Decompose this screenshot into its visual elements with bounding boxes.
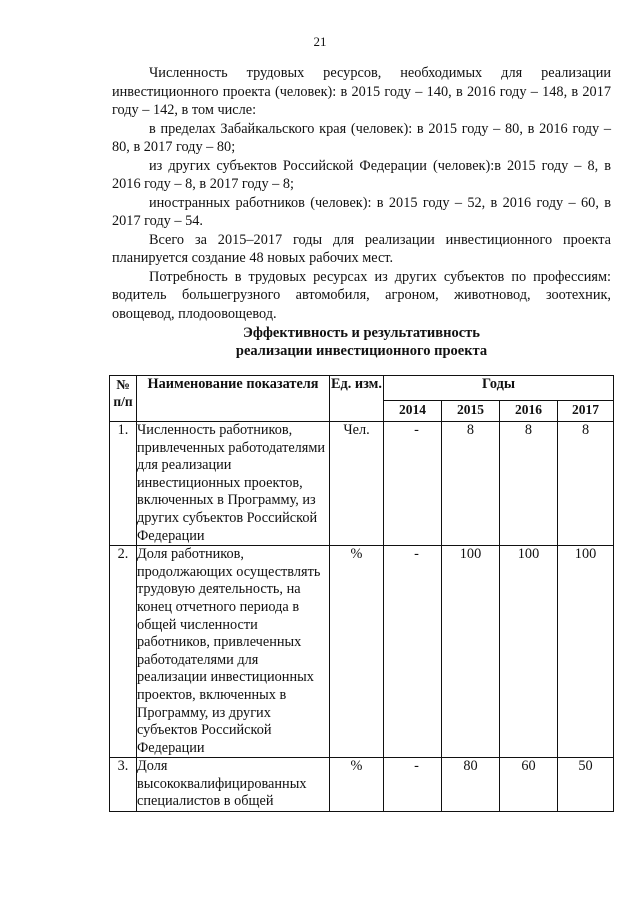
row-value-2016: 100: [500, 546, 558, 758]
header-unit: Ед. изм.: [330, 376, 384, 422]
section-heading-line-1: Эффективность и результативность: [243, 325, 480, 341]
body-text: [112, 64, 611, 323]
row-unit: %: [330, 758, 384, 812]
paragraph-foreign-workers: иностранных работников (человек): в 2015 году – 52, в 2016 году – 60, в 2017 году – 54.: [112, 194, 611, 229]
row-unit: Чел.: [330, 422, 384, 546]
row-value-2015: 100: [442, 546, 500, 758]
section-heading-line-2: реализации инвестиционного проекта: [235, 343, 488, 359]
paragraph-zabaikalsky: в пределах Забайкальского края (человек): в 2015 году – 80, в 2016 году – 80, в 2017 году – 80;: [112, 120, 611, 155]
table-row: [110, 422, 614, 546]
header-year-2017: 2017: [558, 401, 614, 422]
row-number: 3.: [110, 758, 137, 812]
section-heading: [112, 324, 611, 360]
row-value-2016: 8: [500, 422, 558, 546]
indicators-table: [109, 375, 614, 812]
paragraph-workforce-total: Численность трудовых ресурсов, необходимых для реализации инвестиционного проекта (человек): в 2015 году – 140, в 2016 году – 148, в 2017 году – 142, в том числе:: [112, 65, 611, 118]
row-value-2014: -: [384, 422, 442, 546]
row-unit: %: [330, 546, 384, 758]
paragraph-professions: Потребность в трудовых ресурсах из других субъектов по профессиям: водитель большегрузного автомобиля, агроном, животновод, зоотехник, овощевод, плодоовощевод.: [112, 268, 611, 322]
header-indicator-name: Наименование показателя: [137, 376, 330, 422]
row-indicator-name: Численность работников, привлеченных работодателями для реализации инвестиционных проектов, включенных в Программу, из других субъектов Российской Федерации: [137, 422, 330, 546]
header-years-group: Годы: [384, 376, 614, 401]
row-value-2016: 60: [500, 758, 558, 812]
row-value-2014: -: [384, 758, 442, 812]
page-number: 21: [313, 34, 327, 49]
row-value-2017: 8: [558, 422, 614, 546]
paragraph-other-regions: из других субъектов Российской Федерации (человек):в 2015 году – 8, в 2016 году – 8, в 2017 году – 8;: [112, 157, 611, 192]
row-value-2015: 80: [442, 758, 500, 812]
paragraph-new-jobs: Всего за 2015–2017 годы для реализации инвестиционного проекта планируется создание 48 новых рабочих мест.: [112, 231, 611, 266]
header-year-2015: 2015: [442, 401, 500, 422]
row-value-2017: 100: [558, 546, 614, 758]
header-year-2014: 2014: [384, 401, 442, 422]
table-row: [110, 758, 614, 812]
row-value-2017: 50: [558, 758, 614, 812]
row-indicator-name: Доля высококвалифицированных специалистов в общей: [137, 758, 330, 812]
header-number: № п/п: [110, 376, 137, 422]
table-header-row: [110, 376, 614, 401]
row-indicator-name: Доля работников, продолжающих осуществлять трудовую деятельность, на конец отчетного периода в общей численности работников, привлеченных работодателями для реализации инвестиционных проектов, включенных в Программу, из других субъектов Российской Федерации: [137, 546, 330, 758]
row-value-2015: 8: [442, 422, 500, 546]
header-year-2016: 2016: [500, 401, 558, 422]
table-row: [110, 546, 614, 758]
row-number: 2.: [110, 546, 137, 758]
row-value-2014: -: [384, 546, 442, 758]
row-number: 1.: [110, 422, 137, 546]
